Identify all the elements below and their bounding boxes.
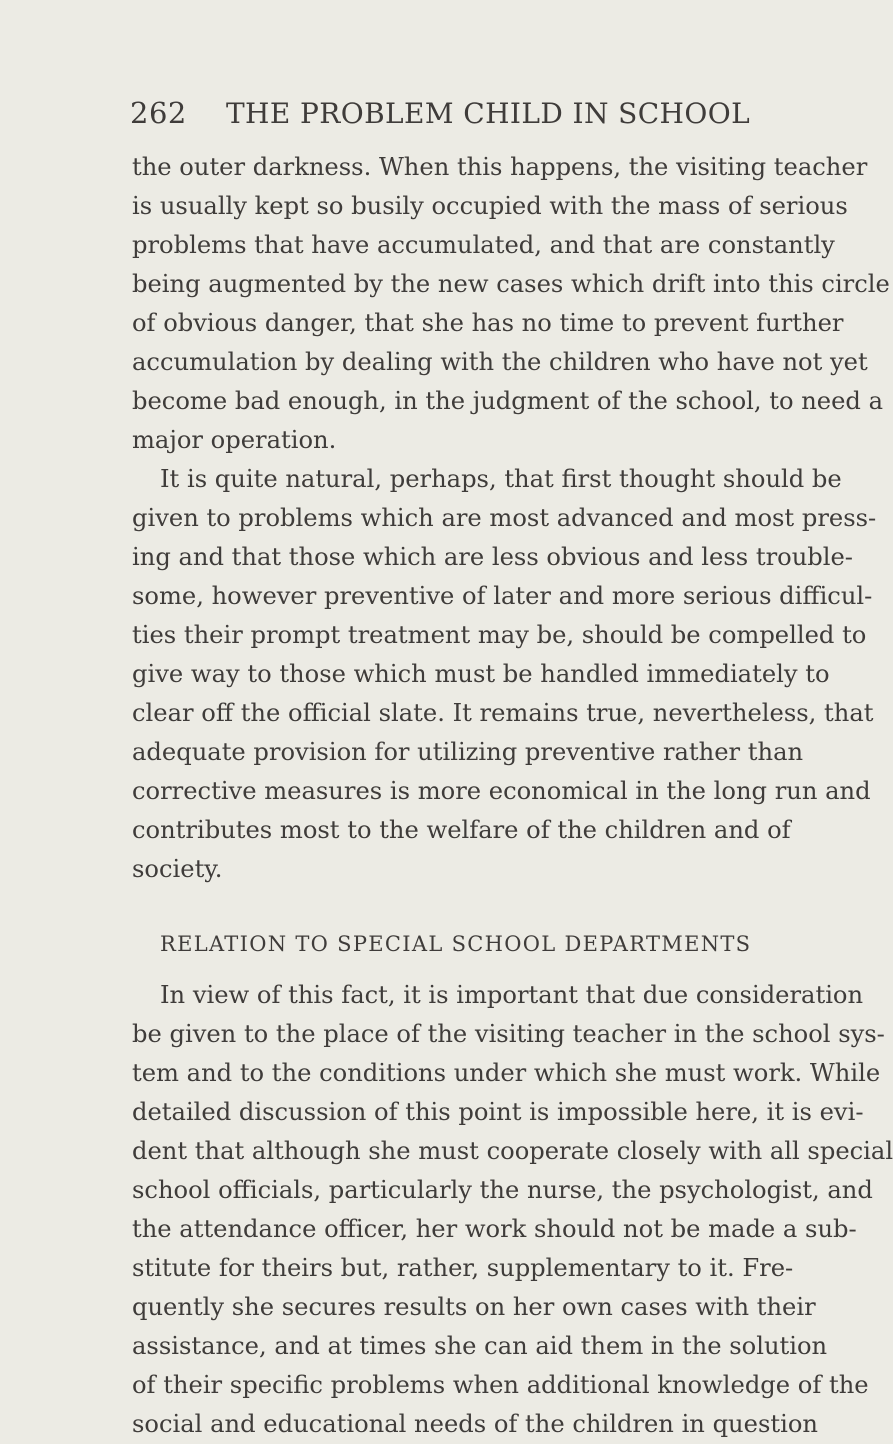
page-number: 262 [130,96,187,130]
text-line: give way to those which must be handled immediately to [132,660,830,688]
paragraph-3 [132,976,893,1444]
text-line: stitute for theirs but, rather, supplementary to it. Fre- [132,1254,794,1282]
text-line: the outer darkness. When this happens, the visiting teacher [132,153,868,181]
text-line: accumulation by dealing with the children who have not yet [132,348,868,376]
text-line: adequate provision for utilizing preventive rather than [132,738,804,766]
section-heading: RELATION TO SPECIAL SCHOOL DEPARTMENTS [160,932,752,956]
page-header [130,96,780,136]
text-line: given to problems which are most advanced and most press- [132,504,877,532]
text-line: major operation. [132,426,337,454]
text-line: of obvious danger, that she has no time to prevent further [132,309,844,337]
text-line: contributes most to the welfare of the children and of [132,816,791,844]
text-line: the attendance officer, her work should not be made a sub- [132,1215,857,1243]
text-line: ing and that those which are less obvious and less trouble- [132,543,853,571]
text-line: social and educational needs of the children in question [132,1410,818,1438]
running-title: THE PROBLEM CHILD IN SCHOOL [225,97,751,130]
text-line: some, however preventive of later and more serious difficul- [132,582,873,610]
text-line: clear off the official slate. It remains true, nevertheless, that [132,699,874,727]
text-line: corrective measures is more economical in the long run and [132,777,871,805]
text-line: being augmented by the new cases which drift into this circle [132,270,890,298]
text-line: dent that although she must cooperate closely with all special [132,1137,893,1165]
body-text [132,148,893,1444]
text-line: problems that have accumulated, and that are constantly [132,231,835,259]
text-line: become bad enough, in the judgment of the school, to need a [132,387,884,415]
text-line: ties their prompt treatment may be, should be compelled to [132,621,867,649]
text-line: In view of this fact, it is important that due consideration [160,981,864,1009]
text-line: society. [132,855,223,883]
text-line: tem and to the conditions under which she must work. While [132,1059,881,1087]
text-line: school officials, particularly the nurse, the psychologist, and [132,1176,873,1204]
text-line: is usually kept so busily occupied with the mass of serious [132,192,848,220]
text-line: be given to the place of the visiting teacher in the school sys- [132,1020,885,1048]
text-line: quently she secures results on her own cases with their [132,1293,816,1321]
text-line: assistance, and at times she can aid them in the solution [132,1332,828,1360]
text-line: detailed discussion of this point is impossible here, it is evi- [132,1098,864,1126]
text-line: It is quite natural, perhaps, that first thought should be [160,465,842,493]
paragraph-1 [132,148,890,460]
text-line: of their specific problems when additional knowledge of the [132,1371,869,1399]
paragraph-2 [132,460,877,889]
